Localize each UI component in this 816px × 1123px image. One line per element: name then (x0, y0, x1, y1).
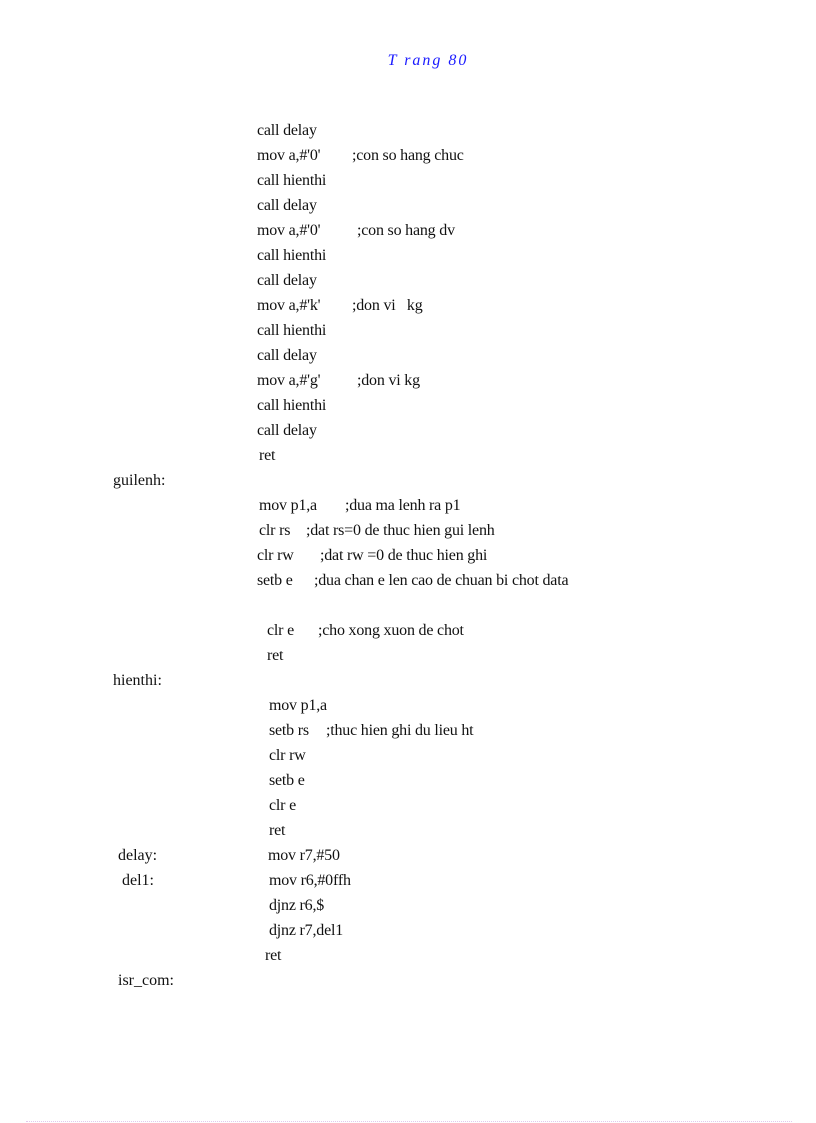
code-line (259, 521, 290, 541)
code-line (257, 321, 326, 341)
code-label (118, 846, 157, 866)
code-line (257, 421, 317, 441)
code-comment: ;con so hang dv (357, 222, 455, 239)
instruction-text: mov a,#'0' (257, 147, 321, 164)
instruction-text: call hienthi (257, 322, 327, 339)
code-line (269, 696, 327, 716)
code-line (265, 946, 281, 966)
instruction-text: mov p1,a (259, 497, 317, 514)
code-label (118, 971, 174, 991)
code-comment: ;dua chan e len cao de chuan bi chot data (314, 572, 569, 589)
instruction-text: mov a,#'0' (257, 222, 321, 239)
instruction-text: setb e (257, 572, 293, 589)
instruction-text: mov r6,#0ffh (269, 872, 351, 889)
instruction-text: ret (267, 647, 284, 664)
instruction-text: call delay (257, 422, 317, 439)
code-line (257, 221, 320, 241)
instruction-text: call hienthi (257, 172, 327, 189)
code-line (269, 896, 324, 916)
code-line (257, 371, 320, 391)
code-line (257, 296, 320, 316)
code-line (257, 121, 317, 141)
code-line (269, 921, 343, 941)
label-text: delay: (118, 847, 158, 864)
instruction-text: clr rs (259, 522, 291, 539)
code-comment: ;don vi kg (352, 297, 423, 314)
label-text: hienthi: (113, 672, 162, 689)
instruction-text: call delay (257, 272, 317, 289)
instruction-text: mov p1,a (269, 697, 327, 714)
instruction-text: setb e (269, 772, 305, 789)
code-line (269, 721, 309, 741)
code-line (257, 571, 293, 591)
page-header: T rang 80 (387, 52, 469, 69)
instruction-text: mov a,#'k' (257, 297, 321, 314)
code-line (269, 821, 285, 841)
instruction-text: call delay (257, 347, 317, 364)
instruction-text: call hienthi (257, 247, 327, 264)
code-comment: ;dua ma lenh ra p1 (345, 497, 461, 514)
code-label (122, 871, 154, 891)
instruction-text: djnz r6,$ (269, 897, 325, 914)
code-comment: ;con so hang chuc (352, 147, 464, 164)
label-text: del1: (122, 872, 154, 889)
code-line (269, 871, 351, 891)
code-line (269, 796, 296, 816)
instruction-text: mov r7,#50 (268, 847, 340, 864)
instruction-text: mov a,#'g' (257, 372, 321, 389)
code-comment: ;cho xong xuon de chot (318, 622, 464, 639)
code-label (113, 471, 165, 491)
code-line (257, 396, 326, 416)
instruction-text: clr e (267, 622, 294, 639)
code-line (257, 196, 317, 216)
instruction-text: ret (265, 947, 282, 964)
instruction-text: ret (259, 447, 276, 464)
code-comment: ;dat rs=0 de thuc hien gui lenh (306, 522, 495, 539)
instruction-text: ret (269, 822, 286, 839)
instruction-text: clr rw (269, 747, 306, 764)
code-comment: ;thuc hien ghi du lieu ht (326, 722, 474, 739)
code-comment: ;don vi kg (357, 372, 420, 389)
label-text: guilenh: (113, 472, 166, 489)
code-line (257, 271, 317, 291)
instruction-text: call hienthi (257, 397, 327, 414)
code-line (269, 746, 306, 766)
code-comment: ;dat rw =0 de thuc hien ghi (320, 547, 488, 564)
label-text: isr_com: (118, 972, 174, 989)
code-line (259, 446, 275, 466)
code-line (257, 246, 326, 266)
code-line (257, 346, 317, 366)
instruction-text: call delay (257, 197, 317, 214)
instruction-text: djnz r7,del1 (269, 922, 344, 939)
code-line (267, 621, 294, 641)
code-label (113, 671, 162, 691)
code-line (268, 846, 340, 866)
instruction-text: clr rw (257, 547, 294, 564)
code-line (259, 496, 317, 516)
instruction-text: clr e (269, 797, 296, 814)
code-line (269, 771, 305, 791)
instruction-text: call delay (257, 122, 317, 139)
code-line (267, 646, 283, 666)
page-bottom-dotted-rule (26, 1121, 792, 1122)
instruction-text: setb rs (269, 722, 309, 739)
code-line (257, 546, 294, 566)
code-line (257, 171, 326, 191)
code-line (257, 146, 320, 166)
